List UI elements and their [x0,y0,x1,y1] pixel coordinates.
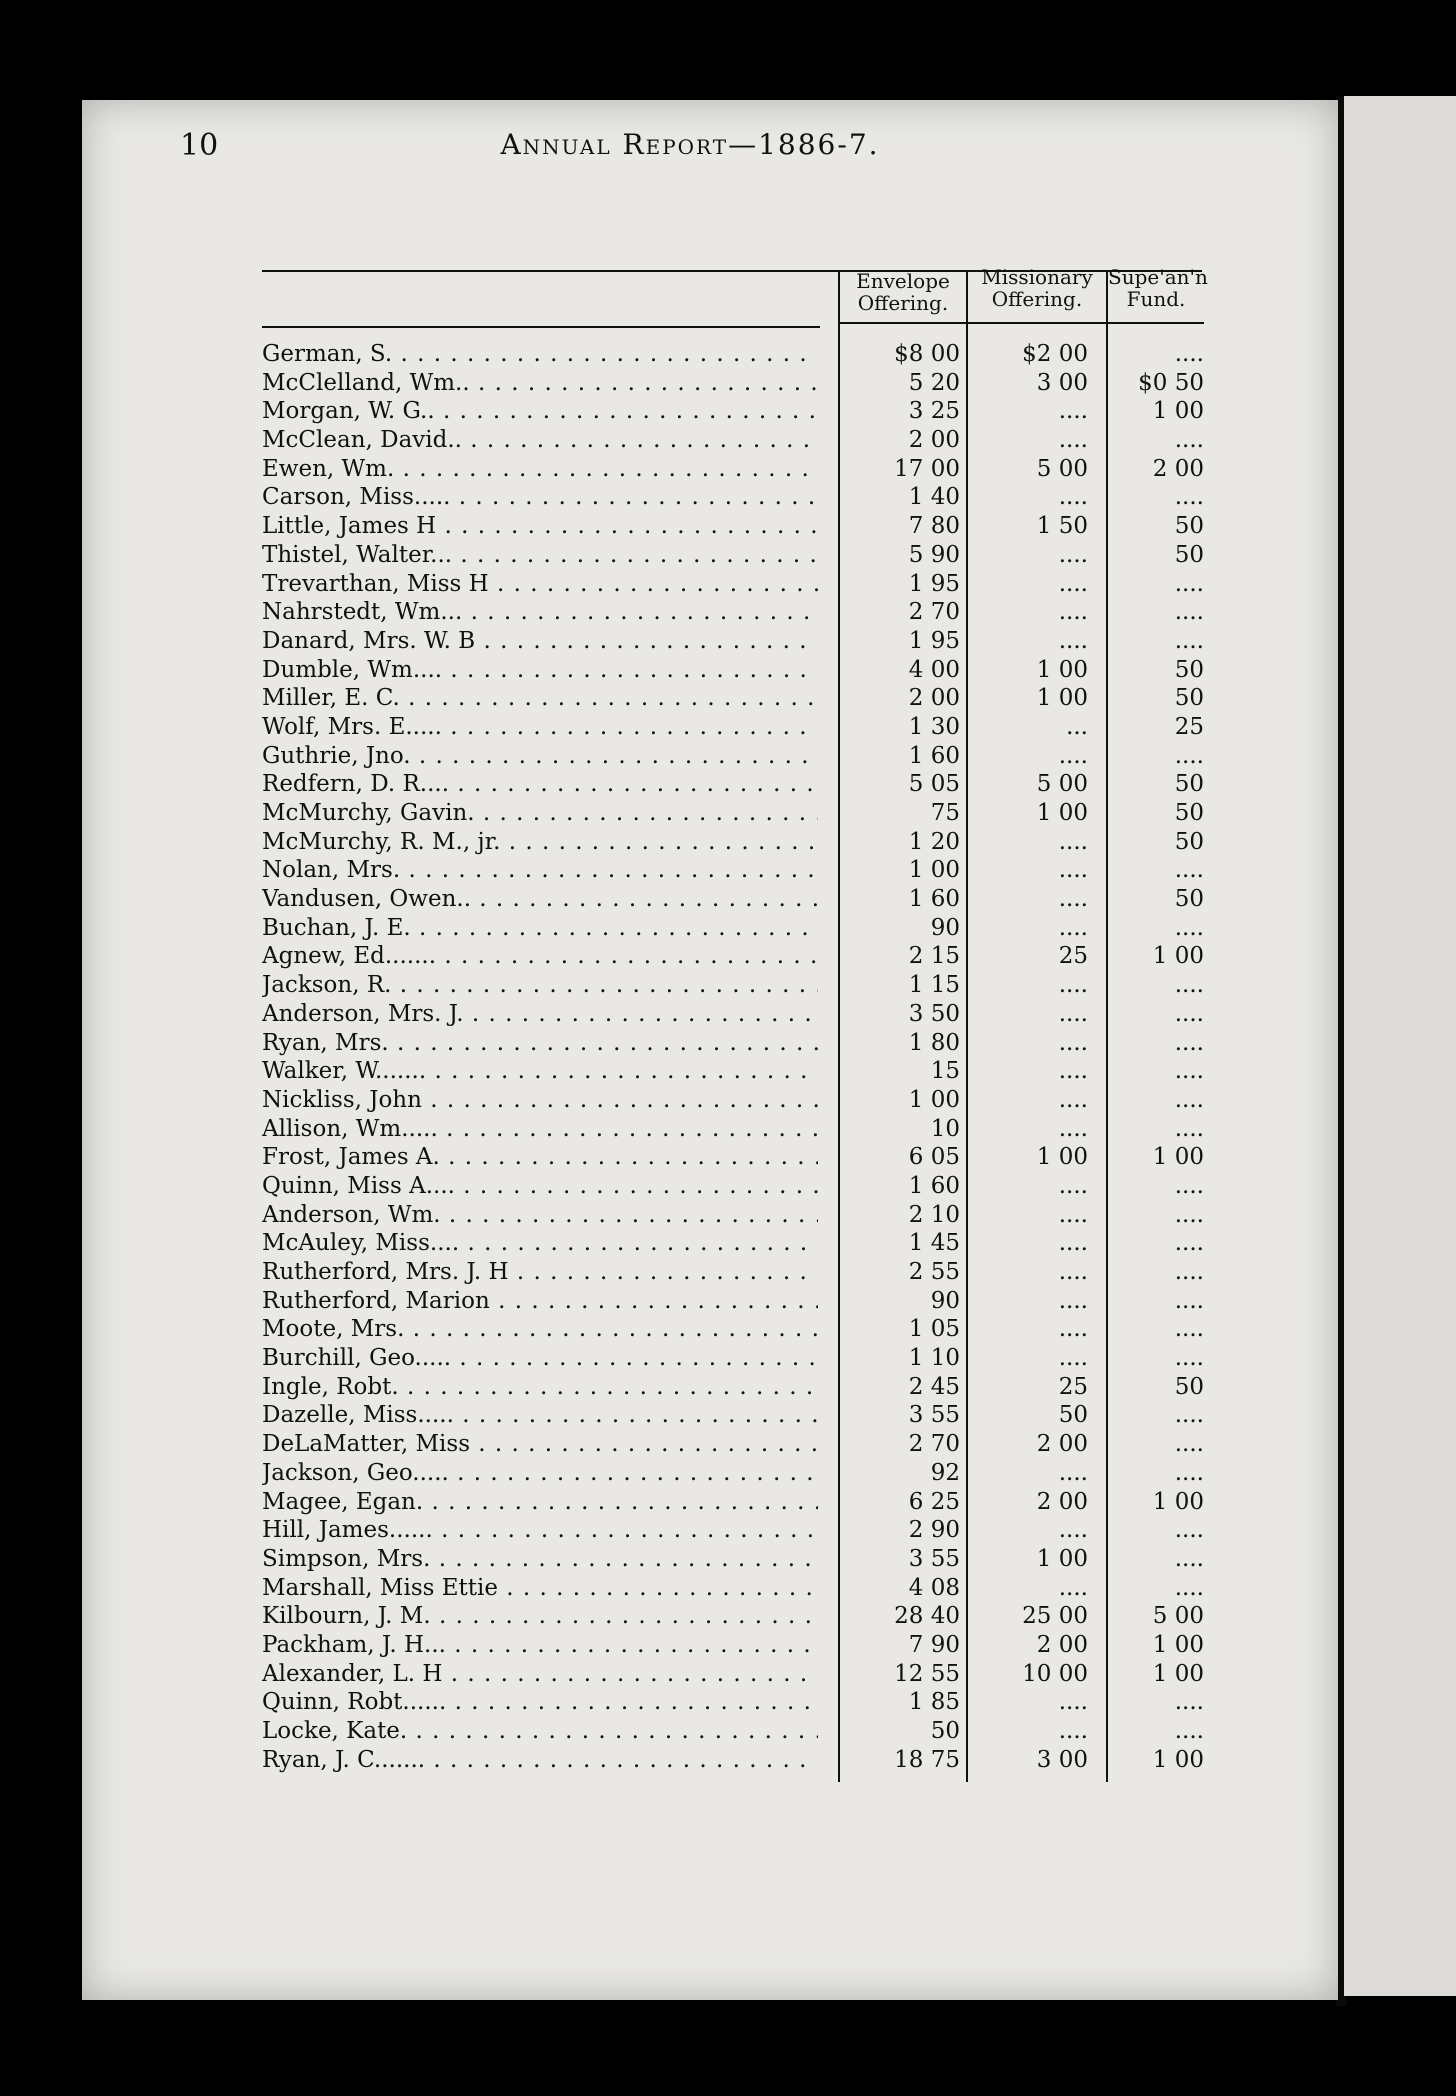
fund-amount: 2 00 [1152,455,1204,482]
table-row [262,1229,1206,1258]
fund-amount: .... [1174,627,1204,654]
contributor-name: Ewen, Wm. . . . [262,455,818,484]
envelope-column-header: Envelope Offering. [856,269,950,315]
missionary-amount: .... [1058,857,1088,884]
fund-amount: 1 00 [1152,1144,1204,1171]
envelope-amount: 1 15 [908,972,960,999]
missionary-amount: .... [1058,599,1088,626]
missionary-amount: 5 00 [1036,455,1088,482]
envelope-amount: 1 60 [908,1172,960,1199]
missionary-amount: .... [1058,1029,1088,1056]
missionary-amount: 1 50 [1036,513,1088,540]
envelope-amount: 2 90 [908,1517,960,1544]
contributor-name: Dazelle, Miss..... . . . [262,1401,818,1430]
missionary-amount: 1 00 [1036,685,1088,712]
amount-header-underline [840,322,1204,324]
contributor-name: McAuley, Miss.... . . . [262,1229,818,1258]
contributor-name: Rutherford, Mrs. J. H . . . [262,1258,818,1287]
fund-amount: .... [1174,1029,1204,1056]
missionary-amount: 1 00 [1036,800,1088,826]
contributor-name: Kilbourn, J. M. . . . [262,1602,818,1631]
envelope-amount: 1 05 [908,1316,960,1343]
contributor-name: Ryan, J. C....... . . . [262,1746,818,1775]
page-number: 10 [180,128,219,163]
running-title: Annual Report—1886-7. [500,128,880,161]
envelope-amount: 92 [930,1459,960,1486]
envelope-amount: 2 45 [908,1373,960,1400]
missionary-amount: .... [1058,1287,1088,1314]
envelope-amount: 2 15 [908,943,960,970]
contributor-name: Walker, W....... . . . [262,1057,818,1086]
fund-amount: .... [1174,914,1204,941]
missionary-column-header: Missionary Offering. [981,265,1093,311]
contributor-name: Nahrstedt, Wm... . . . [262,598,818,627]
missionary-amount: .... [1058,627,1088,654]
missionary-amount: .... [1058,1259,1088,1285]
envelope-amount: 15 [930,1058,960,1085]
table-row [262,455,1206,484]
fund-amount: 1 00 [1152,1746,1204,1773]
missionary-amount: .... [1058,1345,1088,1372]
envelope-amount: 1 10 [908,1345,960,1372]
fund-amount: .... [1174,1718,1204,1744]
facing-page-edge [1344,96,1456,1996]
fund-amount: 50 [1174,541,1204,568]
contributor-name: Little, James H . . . [262,512,818,541]
table-row [262,1631,1206,1660]
missionary-amount: 50 [1058,1402,1088,1429]
fund-amount: .... [1174,1517,1204,1544]
contributor-name: Danard, Mrs. W. B . . . [262,627,818,656]
missionary-amount: .... [1058,1517,1088,1544]
name-column-underline [262,326,820,328]
envelope-amount: 1 80 [908,1029,960,1056]
missionary-amount: 1 00 [1036,1144,1088,1171]
fund-amount: .... [1174,1316,1204,1343]
table-row [262,885,1206,914]
missionary-amount: 3 00 [1036,1746,1088,1773]
table-row [262,1488,1206,1517]
contributor-name: McMurchy, Gavin. . . . [262,799,818,828]
table-row [262,971,1206,1000]
contributor-name: Dumble, Wm.... . . . [262,656,818,685]
table-row [262,914,1206,943]
table-row [262,1574,1206,1603]
contributor-name: Jackson, Geo..... . . . [262,1459,818,1488]
contributor-name: Frost, James A. . . . [262,1143,818,1172]
contributor-name: Nolan, Mrs. . . . [262,856,818,885]
fund-amount: 50 [1174,513,1204,540]
missionary-amount: .... [1058,1086,1088,1113]
table-row [262,770,1206,799]
contributor-name: Anderson, Wm. . . . [262,1201,818,1230]
envelope-amount: 1 85 [908,1689,960,1716]
missionary-amount: 25 00 [1022,1603,1088,1630]
table-row [262,397,1206,426]
contributor-name: Moote, Mrs. . . . [262,1315,818,1344]
missionary-amount: .... [1058,1316,1088,1343]
fund-amount: .... [1174,1172,1204,1199]
table-row [262,1688,1206,1717]
fund-amount: .... [1174,1259,1204,1285]
table-row [262,1516,1206,1545]
missionary-amount: 2 00 [1036,1488,1088,1515]
missionary-amount: .... [1058,1201,1088,1228]
table-row [262,1258,1206,1287]
contributor-name: McClean, David.. . . . [262,426,818,455]
table-row [262,1172,1206,1201]
contributor-name: Agnew, Ed....... . . . [262,942,818,971]
envelope-amount: 1 40 [908,484,960,511]
contributor-name: Locke, Kate. . . . [262,1717,818,1746]
missionary-amount: .... [1058,1689,1088,1716]
table-row [262,570,1206,599]
envelope-amount: 2 00 [908,685,960,712]
fund-amount: .... [1174,1345,1204,1372]
missionary-amount: .... [1058,1718,1088,1744]
table-row [262,512,1206,541]
contributor-name: Jackson, R. . . . [262,971,818,1000]
missionary-amount: .... [1058,1172,1088,1199]
fund-amount: .... [1174,1431,1204,1458]
fund-amount: .... [1174,427,1204,454]
table-row [262,598,1206,627]
missionary-amount: 5 00 [1036,771,1088,798]
envelope-amount: 5 20 [908,369,960,396]
running-head [180,128,1200,168]
table-row [262,1057,1206,1086]
envelope-amount: 75 [930,800,960,826]
contributor-name: McClelland, Wm.. . . . [262,369,818,398]
fund-amount: 1 00 [1152,1631,1204,1658]
contributor-name: Morgan, W. G.. . . . [262,397,818,426]
fund-amount: .... [1174,1402,1204,1429]
missionary-amount: .... [1058,1000,1088,1027]
missionary-amount: .... [1058,886,1088,913]
fund-amount: .... [1174,599,1204,626]
missionary-amount: .... [1058,742,1088,769]
fund-amount: .... [1174,1230,1204,1257]
envelope-amount: 7 90 [908,1631,960,1658]
contributor-name: German, S. . . . [262,340,818,369]
contributor-name: Simpson, Mrs. . . . [262,1545,818,1574]
envelope-amount: 1 60 [908,886,960,913]
superannuation-column-header: Supe'an'n Fund. [1108,265,1208,311]
envelope-amount: 1 95 [908,627,960,654]
table-row [262,1143,1206,1172]
table-row [262,1115,1206,1144]
contributor-name: Anderson, Mrs. J. . . . [262,1000,818,1029]
missionary-amount: .... [1058,828,1088,855]
missionary-amount: .... [1058,427,1088,454]
missionary-amount: $2 00 [1022,341,1088,367]
table-row [262,1373,1206,1402]
contributor-name: Miller, E. C. . . . [262,684,818,713]
fund-amount: .... [1174,341,1204,367]
table-row [262,1545,1206,1574]
missionary-amount: .... [1058,1230,1088,1257]
missionary-amount: .... [1058,398,1088,425]
envelope-amount: 2 55 [908,1259,960,1285]
fund-amount: 1 00 [1152,398,1204,425]
missionary-amount: ... [1066,713,1088,740]
envelope-amount: 4 08 [908,1574,960,1601]
missionary-amount: 25 [1058,943,1088,970]
table-row [262,1086,1206,1115]
contributor-name: McMurchy, R. M., jr. . . . [262,828,818,857]
contributor-name: DeLaMatter, Miss . . . [262,1430,818,1459]
contributor-name: Vandusen, Owen.. . . . [262,885,818,914]
table-row [262,1602,1206,1631]
contributions-table [262,340,1206,1774]
fund-amount: 1 00 [1152,1660,1204,1687]
fund-amount: 50 [1174,656,1204,683]
envelope-amount: 2 70 [908,1431,960,1458]
missionary-amount: .... [1058,914,1088,941]
envelope-amount: 90 [930,1287,960,1314]
envelope-amount: 1 30 [908,713,960,740]
missionary-amount: .... [1058,541,1088,568]
envelope-amount: $8 00 [894,341,960,367]
envelope-amount: 4 00 [908,656,960,683]
contributor-name: Buchan, J. E. . . . [262,914,818,943]
contributor-name: Redfern, D. R.... . . . [262,770,818,799]
contributor-name: Marshall, Miss Ettie . . . [262,1574,818,1603]
contributor-name: Rutherford, Marion . . . [262,1287,818,1316]
missionary-amount: .... [1058,972,1088,999]
fund-amount: .... [1174,1058,1204,1085]
envelope-amount: 2 10 [908,1201,960,1228]
fund-amount: .... [1174,484,1204,511]
contributor-name: Burchill, Geo..... . . . [262,1344,818,1373]
table-row [262,483,1206,512]
contributor-name: Trevarthan, Miss H . . . [262,570,818,599]
fund-amount: .... [1174,1201,1204,1228]
fund-amount: 1 00 [1152,943,1204,970]
table-row [262,799,1206,828]
table-row [262,1459,1206,1488]
table-row [262,627,1206,656]
envelope-amount: 17 00 [894,455,960,482]
missionary-amount: .... [1058,570,1088,597]
fund-amount: 50 [1174,1373,1204,1400]
fund-amount: 50 [1174,800,1204,826]
table-row [262,340,1206,369]
missionary-amount: .... [1058,1574,1088,1601]
table-row [262,856,1206,885]
fund-amount: .... [1174,1689,1204,1716]
fund-amount: .... [1174,1086,1204,1113]
fund-amount: 1 00 [1152,1488,1204,1515]
envelope-amount: 28 40 [894,1603,960,1630]
missionary-amount: 1 00 [1036,656,1088,683]
envelope-amount: 18 75 [894,1746,960,1773]
fund-amount: 25 [1174,713,1204,740]
fund-amount: .... [1174,570,1204,597]
fund-amount: .... [1174,742,1204,769]
contributor-name: Quinn, Miss A.... . . . [262,1172,818,1201]
missionary-amount: 2 00 [1036,1631,1088,1658]
table-row [262,1000,1206,1029]
missionary-amount: 10 00 [1022,1660,1088,1687]
envelope-amount: 1 45 [908,1230,960,1257]
contributor-name: Ryan, Mrs. . . . [262,1029,818,1058]
contributor-name: Magee, Egan. . . . [262,1488,818,1517]
table-row [262,1201,1206,1230]
table-row [262,1717,1206,1746]
envelope-amount: 3 25 [908,398,960,425]
table-row [262,684,1206,713]
table-row [262,828,1206,857]
envelope-amount: 2 70 [908,599,960,626]
table-row [262,1746,1206,1775]
fund-amount: $0 50 [1138,369,1204,396]
fund-amount: .... [1174,857,1204,884]
envelope-amount: 6 25 [908,1488,960,1515]
fund-amount: .... [1174,1574,1204,1601]
envelope-amount: 1 95 [908,570,960,597]
fund-amount: .... [1174,1000,1204,1027]
contributor-name: Nickliss, John . . . [262,1086,818,1115]
contributor-name: Hill, James...... . . . [262,1516,818,1545]
table-row [262,942,1206,971]
fund-amount: 50 [1174,685,1204,712]
missionary-amount: 3 00 [1036,369,1088,396]
envelope-amount: 5 05 [908,771,960,798]
table-row [262,1660,1206,1689]
envelope-amount: 90 [930,914,960,941]
envelope-amount: 3 55 [908,1402,960,1429]
envelope-amount: 7 80 [908,513,960,540]
fund-amount: .... [1174,972,1204,999]
contributor-name: Quinn, Robt...... . . . [262,1688,818,1717]
contributor-name: Wolf, Mrs. E..... . . . [262,713,818,742]
missionary-amount: .... [1058,1115,1088,1142]
table-row [262,426,1206,455]
envelope-amount: 1 00 [908,1086,960,1113]
table-row [262,1287,1206,1316]
envelope-amount: 3 55 [908,1545,960,1572]
table-row [262,541,1206,570]
contributor-name: Packham, J. H... . . . [262,1631,818,1660]
fund-amount: .... [1174,1459,1204,1486]
fund-amount: 50 [1174,886,1204,913]
missionary-amount: 25 [1058,1373,1088,1400]
table-row [262,656,1206,685]
missionary-amount: .... [1058,1459,1088,1486]
missionary-amount: 2 00 [1036,1431,1088,1458]
contributor-name: Guthrie, Jno. . . . [262,742,818,771]
table-row [262,1315,1206,1344]
contributor-name: Allison, Wm..... . . . [262,1115,818,1144]
missionary-amount: .... [1058,484,1088,511]
envelope-amount: 1 00 [908,857,960,884]
missionary-amount: 1 00 [1036,1545,1088,1572]
fund-amount: 5 00 [1152,1603,1204,1630]
table-row [262,1430,1206,1459]
fund-amount: 50 [1174,828,1204,855]
fund-amount: .... [1174,1545,1204,1572]
envelope-amount: 2 00 [908,427,960,454]
table-row [262,742,1206,771]
envelope-amount: 1 20 [908,828,960,855]
fund-amount: .... [1174,1115,1204,1142]
contributor-name: Alexander, L. H . . . [262,1660,818,1689]
table-row [262,1401,1206,1430]
contributor-name: Carson, Miss..... . . . [262,483,818,512]
envelope-amount: 50 [930,1718,960,1744]
fund-amount: .... [1174,1287,1204,1314]
fund-amount: 50 [1174,771,1204,798]
envelope-amount: 5 90 [908,541,960,568]
envelope-amount: 6 05 [908,1144,960,1171]
table-row [262,1029,1206,1058]
table-row [262,713,1206,742]
envelope-amount: 12 55 [894,1660,960,1687]
envelope-amount: 3 50 [908,1000,960,1027]
table-row [262,369,1206,398]
contributor-name: Thistel, Walter... . . . [262,541,818,570]
contributor-name: Ingle, Robt. . . . [262,1373,818,1402]
table-row [262,1344,1206,1373]
envelope-amount: 10 [930,1115,960,1142]
envelope-amount: 1 60 [908,742,960,769]
missionary-amount: .... [1058,1058,1088,1085]
